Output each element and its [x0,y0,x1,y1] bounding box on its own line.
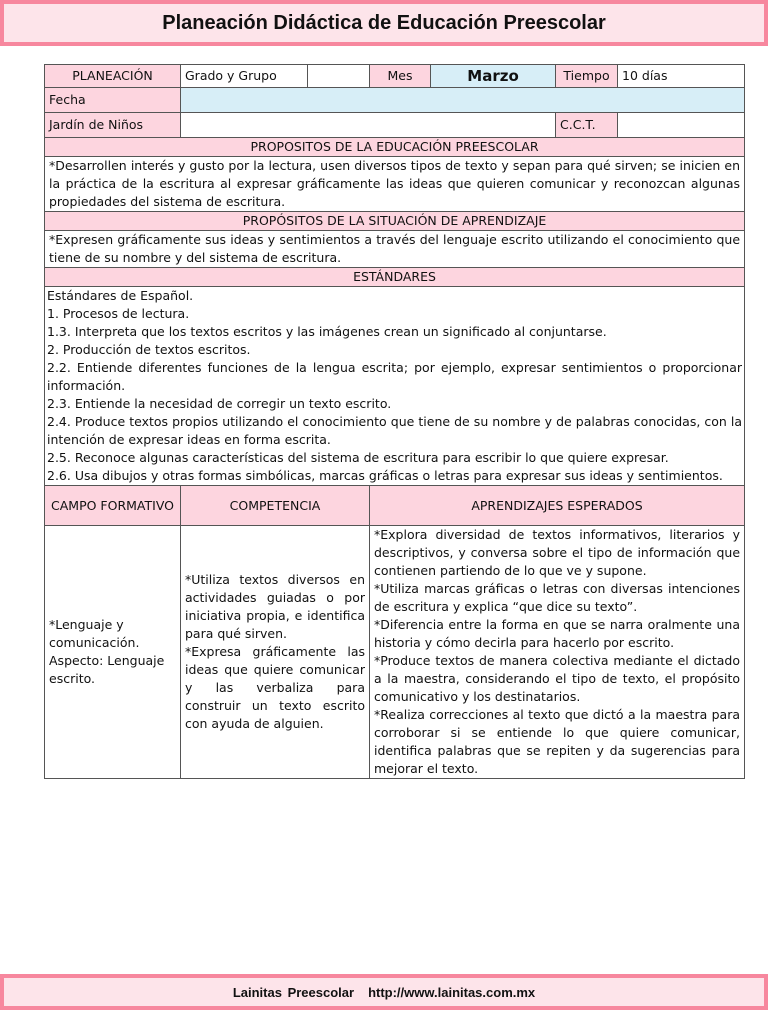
jardin-label: Jardín de Niños [45,113,181,138]
aprendizaje-item: *Realiza correcciones al texto que dictó a la maestra para corroborar si se entiende lo que quiere comunicar, identifica palabras que se repiten y da sugerencias para mejorar el texto. [374,707,741,776]
propositos-situacion-heading: PROPÓSITOS DE LA SITUACIÓN DE APRENDIZAJE [45,212,745,231]
footer-url-link[interactable]: http://www.lainitas.com.mx [368,984,536,1000]
aprendizaje-item: *Diferencia entre la forma en que se narra oralmente una historia y cómo decirla para hacerlo por escrito. [374,617,741,650]
page-title: Planeación Didáctica de Educación Preescolar [4,4,764,42]
estandares-heading: ESTÁNDARES [45,268,745,287]
propositos-educacion-heading: PROPOSITOS DE LA EDUCACIÓN PREESCOLAR [45,138,745,157]
estandar-item: 2.4. Produce textos propios utilizando el conocimiento que tiene de su nombre y de palabras conocidas, con la intención de expresar ideas en forma escrita. [47,414,743,447]
aprendizaje-item: *Explora diversidad de textos informativos, literarios y descriptivos, y conversa sobre el tipo de información que contienen partiendo de lo que ve y supone. [374,527,741,578]
col-competencia: COMPETENCIA [181,486,370,526]
estandar-item: 1.3. Interpreta que los textos escritos y las imágenes crean un significado al conjuntarse. [47,324,607,339]
aprendizaje-item: *Produce textos de manera colectiva mediante el dictado a la maestra, considerando el tipo de texto, el propósito comunicativo y los destinatarios. [374,653,741,704]
planning-table [44,64,745,779]
mes-value: Marzo [431,65,556,88]
campo-aspecto: Aspecto: Lenguaje escrito. [49,653,165,686]
estandar-item: 2.3. Entiende la necesidad de corregir un texto escrito. [47,396,392,411]
header-banner [0,0,768,46]
footer-site-name: Lainitas Preescolar [232,984,355,1000]
estandar-item: Estándares de Español. [47,288,194,303]
mes-label: Mes [370,65,431,88]
propositos-situacion-text: *Expresen gráficamente sus ideas y sentimientos a través del lenguaje escrito utilizando el conocimiento que tiene de su nombre y del sistema de escritura. [45,231,745,268]
col-aprendizajes: APRENDIZAJES ESPERADOS [370,486,745,526]
aprendizajes-cell [370,526,745,779]
cct-label: C.C.T. [556,113,618,138]
grado-label: Grado y Grupo [181,65,308,88]
estandar-item: 2.5. Reconoce algunas características del sistema de escritura para escribir lo que quiere expresar. [47,450,669,465]
competencia-item: *Expresa gráficamente las ideas que quiere comunicar y las verbaliza para construir un texto escrito con ayuda de alguien. [185,644,365,731]
tiempo-value: 10 días [618,65,745,88]
fecha-value [181,88,745,113]
tiempo-label: Tiempo [556,65,618,88]
col-campo-formativo: CAMPO FORMATIVO [45,486,181,526]
propositos-educacion-text: *Desarrollen interés y gusto por la lectura, usen diversos tipos de texto y sepan para qué sirven; se inicien en la práctica de la escritura al expresar gráficamente las ideas que quieren comunicar y reconozcan algunas propiedades del sistema de escritura. [45,157,745,212]
competencia-item: *Utiliza textos diversos en actividades guiadas o por iniciativa propia, e identifica para qué sirven. [185,572,365,641]
fecha-label: Fecha [45,88,181,113]
aprendizaje-item: *Utiliza marcas gráficas o letras con diversas intenciones de escritura y explica “que dice su texto”. [374,581,741,614]
estandar-item: 2. Producción de textos escritos. [47,342,251,357]
jardin-value [181,113,556,138]
estandar-item: 1. Procesos de lectura. [47,306,190,321]
campo-text: *Lenguaje y comunicación. [49,617,140,650]
grado-value [308,65,370,88]
estandar-item: 2.2. Entiende diferentes funciones de la lengua escrita; por ejemplo, expresar sentimientos o proporcionar información. [47,360,743,393]
estandares-list [45,287,745,486]
competencia-cell [181,526,370,779]
footer-banner [0,974,768,1010]
estandar-item: 2.6. Usa dibujos y otras formas simbólicas, marcas gráficas o letras para expresar sus ideas y sentimientos. [47,468,723,483]
footer-text [4,978,764,1006]
campo-cell [45,526,181,779]
cct-value [618,113,745,138]
planeacion-label: PLANEACIÓN [45,65,181,88]
